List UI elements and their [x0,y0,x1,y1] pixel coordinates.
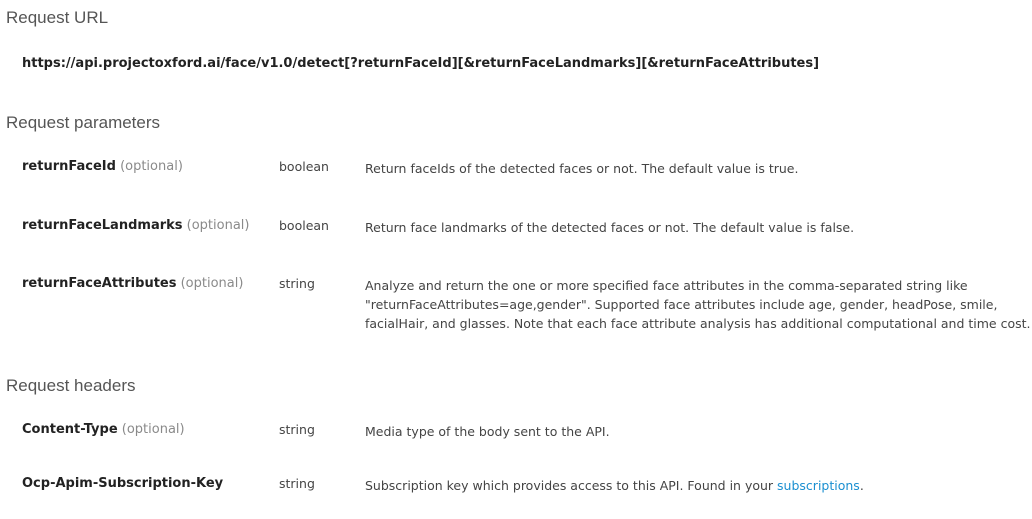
request-url-value: https://api.projectoxford.ai/face/v1.0/detect[?returnFaceId][&returnFaceLandmarks][&returnFaceAttributes] [22,56,820,71]
parameter-type: string [279,276,315,291]
header-name: Content-Type [22,422,118,437]
parameter-type: boolean [279,159,329,174]
optional-label: (optional) [120,159,183,174]
parameter-name: returnFaceId [22,159,116,174]
request-headers-title: Request headers [6,376,136,395]
request-url-title: Request URL [6,8,109,27]
parameter-description: Return faceIds of the detected faces or not. The default value is true. [365,161,799,176]
header-description: Subscription key which provides access to this API. Found in your subscriptions. [365,478,864,493]
header-description: Media type of the body sent to the API. [365,424,610,439]
parameter-name: returnFaceAttributes [22,276,177,291]
request-parameters-title: Request parameters [6,113,161,132]
parameter-name: returnFaceLandmarks [22,218,183,233]
parameter-description: Return face landmarks of the detected faces or not. The default value is false. [365,220,855,235]
header-name: Ocp-Apim-Subscription-Key [22,476,224,491]
optional-label: (optional) [121,422,185,437]
subscriptions-link[interactable]: subscriptions [777,478,860,493]
optional-label: (optional) [180,276,244,291]
header-type: string [279,476,315,491]
header-type: string [279,422,315,437]
optional-label: (optional) [186,218,250,233]
parameter-description: Analyze and return the one or more specified face attributes in the comma-separated string like "returnFaceAttributes=age,gender". Supported face attributes include age, gender, headPose, smile, facialHair, and glasses. Note that each face attribute analysis has additional computational and time cost. [365,278,1031,331]
parameter-type: boolean [279,218,329,233]
